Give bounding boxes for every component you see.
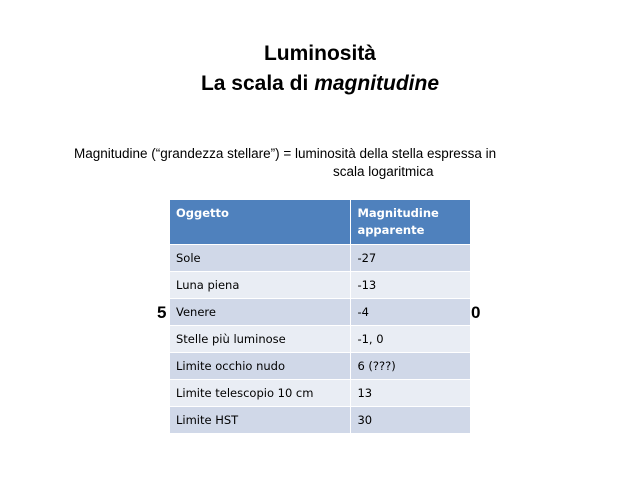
side-number-left: 5 xyxy=(157,303,167,322)
cell-object: Limite occhio nudo xyxy=(170,353,351,380)
table-row xyxy=(170,407,471,434)
table-header-row xyxy=(170,200,471,245)
table-row xyxy=(170,245,471,272)
side-number-right: 0 xyxy=(471,303,481,322)
slide-subtitle xyxy=(0,70,640,98)
cell-object: Stelle più luminose xyxy=(170,326,351,353)
cell-object: Luna piena xyxy=(170,272,351,299)
table-row xyxy=(170,353,471,380)
subtitle-emphasis: magnitudine xyxy=(314,72,440,95)
header-oggetto: Oggetto xyxy=(170,200,351,245)
definition-text: Magnitudine (“grandezza stellare”) = luminosità della stella espressa in xyxy=(74,146,497,161)
magnitude-table xyxy=(169,199,471,434)
cell-object: Limite telescopio 10 cm xyxy=(170,380,351,407)
cell-magnitude: 13 xyxy=(351,380,471,407)
table-row xyxy=(170,272,471,299)
table-row xyxy=(170,299,471,326)
cell-magnitude: -1, 0 xyxy=(351,326,471,353)
header-magnitudine: Magnitudine apparente xyxy=(351,200,471,245)
cell-magnitude: -13 xyxy=(351,272,471,299)
cell-magnitude: -27 xyxy=(351,245,471,272)
table-row xyxy=(170,380,471,407)
cell-object: Venere xyxy=(170,299,351,326)
cell-magnitude: 6 (???) xyxy=(351,353,471,380)
subtitle-prefix: La scala di xyxy=(200,72,315,95)
cell-magnitude: 30 xyxy=(351,407,471,434)
cell-object: Limite HST xyxy=(170,407,351,434)
table-row xyxy=(170,326,471,353)
definition-text-continued: scala logaritmica xyxy=(333,164,434,179)
cell-object: Sole xyxy=(170,245,351,272)
slide-title: Luminosità xyxy=(263,42,376,65)
cell-magnitude: -4 xyxy=(351,299,471,326)
